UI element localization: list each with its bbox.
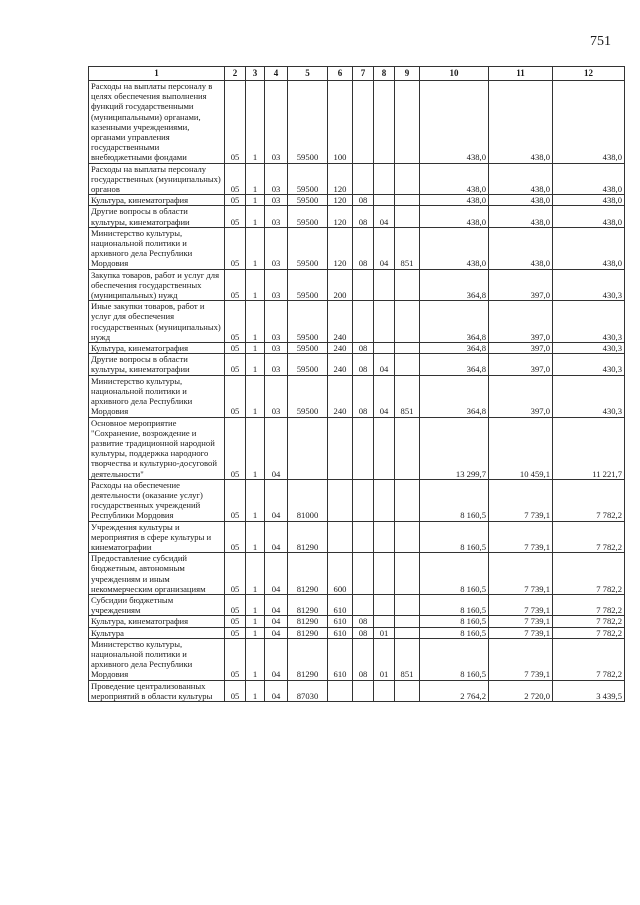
cell-col-8 (374, 521, 395, 553)
cell-col-2: 05 (225, 594, 246, 615)
column-header-4: 4 (265, 67, 288, 81)
cell-col-11: 438,0 (489, 227, 553, 269)
cell-col-7: 08 (353, 616, 374, 627)
cell-col-2: 05 (225, 163, 246, 195)
cell-col-4: 04 (265, 417, 288, 479)
cell-col-9 (395, 301, 420, 343)
cell-col-5: 81290 (288, 553, 328, 595)
row-name: Другие вопросы в области культуры, кинематографии (89, 354, 225, 375)
cell-col-8 (374, 616, 395, 627)
cell-col-12: 7 782,2 (553, 521, 625, 553)
cell-col-5: 59500 (288, 81, 328, 164)
row-name: Министерство культуры, национальной политики и архивного дела Республики Мордовия (89, 227, 225, 269)
cell-col-4: 04 (265, 616, 288, 627)
table-row (89, 81, 625, 164)
row-name: Культура, кинематография (89, 343, 225, 354)
cell-col-6: 120 (328, 195, 353, 206)
row-name: Основное мероприятие "Сохранение, возрождение и развитие традиционной народной культуры, поддержка народного творчества и культурно-досуговой деятельности" (89, 417, 225, 479)
cell-col-10: 438,0 (420, 81, 489, 164)
cell-col-2: 05 (225, 81, 246, 164)
cell-col-3: 1 (246, 195, 265, 206)
cell-col-11: 397,0 (489, 269, 553, 301)
cell-col-7 (353, 521, 374, 553)
header-row (89, 67, 625, 81)
column-header-6: 6 (328, 67, 353, 81)
table-row (89, 269, 625, 301)
cell-col-9 (395, 680, 420, 701)
cell-col-11: 397,0 (489, 354, 553, 375)
cell-col-6: 610 (328, 594, 353, 615)
cell-col-3: 1 (246, 479, 265, 521)
cell-col-5: 59500 (288, 301, 328, 343)
cell-col-3: 1 (246, 354, 265, 375)
table-row (89, 594, 625, 615)
cell-col-4: 04 (265, 479, 288, 521)
cell-col-11: 397,0 (489, 375, 553, 417)
cell-col-6: 610 (328, 638, 353, 680)
cell-col-12: 7 782,2 (553, 616, 625, 627)
cell-col-9 (395, 163, 420, 195)
cell-col-11: 7 739,1 (489, 616, 553, 627)
cell-col-5: 59500 (288, 163, 328, 195)
row-name: Закупка товаров, работ и услуг для обеспечения государственных (муниципальных) нужд (89, 269, 225, 301)
cell-col-7: 08 (353, 627, 374, 638)
cell-col-3: 1 (246, 81, 265, 164)
cell-col-12: 430,3 (553, 343, 625, 354)
cell-col-8 (374, 301, 395, 343)
cell-col-11: 7 739,1 (489, 479, 553, 521)
cell-col-2: 05 (225, 227, 246, 269)
row-name: Предоставление субсидий бюджетным, автономным учреждениям и иным некоммерческим организациям (89, 553, 225, 595)
cell-col-7 (353, 417, 374, 479)
cell-col-3: 1 (246, 627, 265, 638)
cell-col-10: 8 160,5 (420, 521, 489, 553)
column-header-5: 5 (288, 67, 328, 81)
cell-col-11: 438,0 (489, 81, 553, 164)
cell-col-7: 08 (353, 206, 374, 227)
cell-col-10: 364,8 (420, 375, 489, 417)
cell-col-7: 08 (353, 343, 374, 354)
cell-col-2: 05 (225, 616, 246, 627)
cell-col-7 (353, 301, 374, 343)
cell-col-5: 59500 (288, 195, 328, 206)
cell-col-4: 03 (265, 354, 288, 375)
cell-col-7: 08 (353, 354, 374, 375)
column-header-11: 11 (489, 67, 553, 81)
cell-col-10: 13 299,7 (420, 417, 489, 479)
cell-col-12: 7 782,2 (553, 553, 625, 595)
cell-col-5: 81290 (288, 627, 328, 638)
cell-col-4: 04 (265, 638, 288, 680)
table-row (89, 616, 625, 627)
row-name: Культура, кинематография (89, 616, 225, 627)
cell-col-10: 8 160,5 (420, 616, 489, 627)
table-row (89, 375, 625, 417)
cell-col-6 (328, 479, 353, 521)
cell-col-3: 1 (246, 343, 265, 354)
column-header-8: 8 (374, 67, 395, 81)
cell-col-4: 03 (265, 163, 288, 195)
cell-col-6: 100 (328, 81, 353, 164)
cell-col-8 (374, 163, 395, 195)
table-row (89, 301, 625, 343)
cell-col-10: 8 160,5 (420, 553, 489, 595)
cell-col-6: 610 (328, 627, 353, 638)
table-row (89, 680, 625, 701)
cell-col-3: 1 (246, 553, 265, 595)
column-header-3: 3 (246, 67, 265, 81)
cell-col-8 (374, 269, 395, 301)
cell-col-12: 438,0 (553, 206, 625, 227)
cell-col-6: 240 (328, 301, 353, 343)
cell-col-2: 05 (225, 417, 246, 479)
cell-col-11: 438,0 (489, 163, 553, 195)
cell-col-5 (288, 417, 328, 479)
cell-col-9 (395, 269, 420, 301)
row-name: Иные закупки товаров, работ и услуг для обеспечения государственных (муниципальных) нужд (89, 301, 225, 343)
cell-col-8: 04 (374, 227, 395, 269)
cell-col-8 (374, 680, 395, 701)
cell-col-9 (395, 343, 420, 354)
cell-col-3: 1 (246, 301, 265, 343)
cell-col-6: 120 (328, 206, 353, 227)
cell-col-2: 05 (225, 301, 246, 343)
cell-col-5: 59500 (288, 206, 328, 227)
cell-col-3: 1 (246, 680, 265, 701)
cell-col-4: 03 (265, 195, 288, 206)
cell-col-10: 364,8 (420, 354, 489, 375)
cell-col-8 (374, 479, 395, 521)
cell-col-12: 7 782,2 (553, 638, 625, 680)
cell-col-8: 04 (374, 206, 395, 227)
cell-col-8 (374, 553, 395, 595)
cell-col-8 (374, 417, 395, 479)
row-name: Культура, кинематография (89, 195, 225, 206)
cell-col-4: 03 (265, 206, 288, 227)
cell-col-12: 430,3 (553, 269, 625, 301)
cell-col-4: 03 (265, 227, 288, 269)
cell-col-7 (353, 553, 374, 595)
cell-col-8 (374, 594, 395, 615)
row-name: Расходы на выплаты персоналу в целях обеспечения выполнения функций государственными (муниципальными) органами, казенными учреждениями, органами управления государственными внебюджетными фондами (89, 81, 225, 164)
cell-col-12: 438,0 (553, 195, 625, 206)
cell-col-5: 81290 (288, 616, 328, 627)
cell-col-4: 03 (265, 343, 288, 354)
cell-col-10: 438,0 (420, 163, 489, 195)
cell-col-4: 04 (265, 680, 288, 701)
cell-col-4: 04 (265, 521, 288, 553)
cell-col-7 (353, 680, 374, 701)
cell-col-5: 59500 (288, 354, 328, 375)
cell-col-7 (353, 594, 374, 615)
cell-col-4: 04 (265, 627, 288, 638)
cell-col-8 (374, 81, 395, 164)
cell-col-12: 7 782,2 (553, 479, 625, 521)
cell-col-2: 05 (225, 375, 246, 417)
cell-col-8: 04 (374, 354, 395, 375)
column-header-9: 9 (395, 67, 420, 81)
cell-col-6 (328, 521, 353, 553)
cell-col-8: 01 (374, 638, 395, 680)
cell-col-2: 05 (225, 479, 246, 521)
cell-col-2: 05 (225, 343, 246, 354)
cell-col-3: 1 (246, 163, 265, 195)
cell-col-10: 438,0 (420, 227, 489, 269)
column-header-1: 1 (89, 67, 225, 81)
cell-col-3: 1 (246, 521, 265, 553)
cell-col-4: 03 (265, 269, 288, 301)
table-row (89, 553, 625, 595)
cell-col-9 (395, 616, 420, 627)
cell-col-10: 8 160,5 (420, 594, 489, 615)
cell-col-5: 59500 (288, 375, 328, 417)
cell-col-11: 10 459,1 (489, 417, 553, 479)
cell-col-2: 05 (225, 553, 246, 595)
row-name: Субсидии бюджетным учреждениям (89, 594, 225, 615)
cell-col-6 (328, 680, 353, 701)
cell-col-11: 438,0 (489, 206, 553, 227)
cell-col-6: 610 (328, 616, 353, 627)
cell-col-4: 03 (265, 301, 288, 343)
cell-col-11: 7 739,1 (489, 594, 553, 615)
cell-col-2: 05 (225, 269, 246, 301)
row-name: Культура (89, 627, 225, 638)
row-name: Учреждения культуры и мероприятия в сфере культуры и кинематографии (89, 521, 225, 553)
table-row (89, 479, 625, 521)
cell-col-4: 04 (265, 594, 288, 615)
cell-col-11: 7 739,1 (489, 627, 553, 638)
cell-col-6: 240 (328, 343, 353, 354)
cell-col-6: 120 (328, 227, 353, 269)
cell-col-11: 397,0 (489, 343, 553, 354)
table-row (89, 163, 625, 195)
cell-col-3: 1 (246, 375, 265, 417)
cell-col-5: 81290 (288, 594, 328, 615)
table-row (89, 417, 625, 479)
cell-col-2: 05 (225, 627, 246, 638)
table-row (89, 195, 625, 206)
cell-col-9: 851 (395, 375, 420, 417)
cell-col-3: 1 (246, 206, 265, 227)
cell-col-10: 2 764,2 (420, 680, 489, 701)
cell-col-5: 87030 (288, 680, 328, 701)
cell-col-4: 04 (265, 553, 288, 595)
cell-col-7 (353, 81, 374, 164)
cell-col-12: 7 782,2 (553, 594, 625, 615)
row-name: Проведение централизованных мероприятий в области культуры (89, 680, 225, 701)
column-header-2: 2 (225, 67, 246, 81)
cell-col-3: 1 (246, 616, 265, 627)
cell-col-3: 1 (246, 638, 265, 680)
cell-col-8: 01 (374, 627, 395, 638)
cell-col-5: 59500 (288, 269, 328, 301)
cell-col-8 (374, 343, 395, 354)
cell-col-6 (328, 417, 353, 479)
cell-col-6: 240 (328, 375, 353, 417)
cell-col-12: 430,3 (553, 375, 625, 417)
cell-col-8 (374, 195, 395, 206)
cell-col-10: 364,8 (420, 343, 489, 354)
cell-col-9 (395, 206, 420, 227)
cell-col-10: 8 160,5 (420, 479, 489, 521)
cell-col-9 (395, 417, 420, 479)
cell-col-12: 11 221,7 (553, 417, 625, 479)
cell-col-12: 3 439,5 (553, 680, 625, 701)
table-row (89, 638, 625, 680)
cell-col-5: 59500 (288, 343, 328, 354)
cell-col-5: 81290 (288, 638, 328, 680)
table-row (89, 227, 625, 269)
cell-col-12: 438,0 (553, 81, 625, 164)
column-header-10: 10 (420, 67, 489, 81)
cell-col-9 (395, 195, 420, 206)
cell-col-7: 08 (353, 638, 374, 680)
cell-col-10: 364,8 (420, 301, 489, 343)
row-name: Министерство культуры, национальной политики и архивного дела Республики Мордовия (89, 375, 225, 417)
cell-col-9: 851 (395, 227, 420, 269)
cell-col-2: 05 (225, 521, 246, 553)
cell-col-2: 05 (225, 354, 246, 375)
cell-col-11: 397,0 (489, 301, 553, 343)
cell-col-3: 1 (246, 594, 265, 615)
row-name: Другие вопросы в области культуры, кинематографии (89, 206, 225, 227)
cell-col-6: 120 (328, 163, 353, 195)
cell-col-5: 81000 (288, 479, 328, 521)
cell-col-9 (395, 553, 420, 595)
cell-col-3: 1 (246, 417, 265, 479)
column-header-12: 12 (553, 67, 625, 81)
cell-col-2: 05 (225, 206, 246, 227)
row-name: Расходы на выплаты персоналу государственных (муниципальных) органов (89, 163, 225, 195)
row-name: Расходы на обеспечение деятельности (оказание услуг) государственных учреждений Республики Мордовия (89, 479, 225, 521)
cell-col-12: 438,0 (553, 163, 625, 195)
cell-col-3: 1 (246, 227, 265, 269)
cell-col-11: 7 739,1 (489, 521, 553, 553)
cell-col-11: 7 739,1 (489, 553, 553, 595)
cell-col-11: 438,0 (489, 195, 553, 206)
cell-col-9 (395, 81, 420, 164)
cell-col-4: 03 (265, 81, 288, 164)
cell-col-10: 438,0 (420, 206, 489, 227)
cell-col-12: 438,0 (553, 227, 625, 269)
cell-col-11: 2 720,0 (489, 680, 553, 701)
cell-col-9: 851 (395, 638, 420, 680)
cell-col-10: 8 160,5 (420, 638, 489, 680)
cell-col-12: 7 782,2 (553, 627, 625, 638)
cell-col-7: 08 (353, 375, 374, 417)
table-row (89, 343, 625, 354)
cell-col-9 (395, 479, 420, 521)
cell-col-7: 08 (353, 195, 374, 206)
cell-col-10: 364,8 (420, 269, 489, 301)
table-row (89, 206, 625, 227)
cell-col-6: 600 (328, 553, 353, 595)
cell-col-12: 430,3 (553, 354, 625, 375)
cell-col-10: 438,0 (420, 195, 489, 206)
cell-col-7 (353, 269, 374, 301)
cell-col-12: 430,3 (553, 301, 625, 343)
cell-col-9 (395, 521, 420, 553)
column-header-7: 7 (353, 67, 374, 81)
table-row (89, 627, 625, 638)
cell-col-7 (353, 163, 374, 195)
cell-col-7: 08 (353, 227, 374, 269)
cell-col-6: 240 (328, 354, 353, 375)
cell-col-5: 59500 (288, 227, 328, 269)
budget-table (88, 66, 625, 702)
cell-col-11: 7 739,1 (489, 638, 553, 680)
cell-col-9 (395, 627, 420, 638)
cell-col-9 (395, 594, 420, 615)
table-row (89, 354, 625, 375)
cell-col-6: 200 (328, 269, 353, 301)
cell-col-4: 03 (265, 375, 288, 417)
cell-col-2: 05 (225, 195, 246, 206)
cell-col-8: 04 (374, 375, 395, 417)
cell-col-2: 05 (225, 638, 246, 680)
table-row (89, 521, 625, 553)
cell-col-5: 81290 (288, 521, 328, 553)
cell-col-10: 8 160,5 (420, 627, 489, 638)
page-number: 751 (590, 34, 611, 49)
cell-col-2: 05 (225, 680, 246, 701)
cell-col-7 (353, 479, 374, 521)
cell-col-9 (395, 354, 420, 375)
cell-col-3: 1 (246, 269, 265, 301)
row-name: Министерство культуры, национальной политики и архивного дела Республики Мордовия (89, 638, 225, 680)
